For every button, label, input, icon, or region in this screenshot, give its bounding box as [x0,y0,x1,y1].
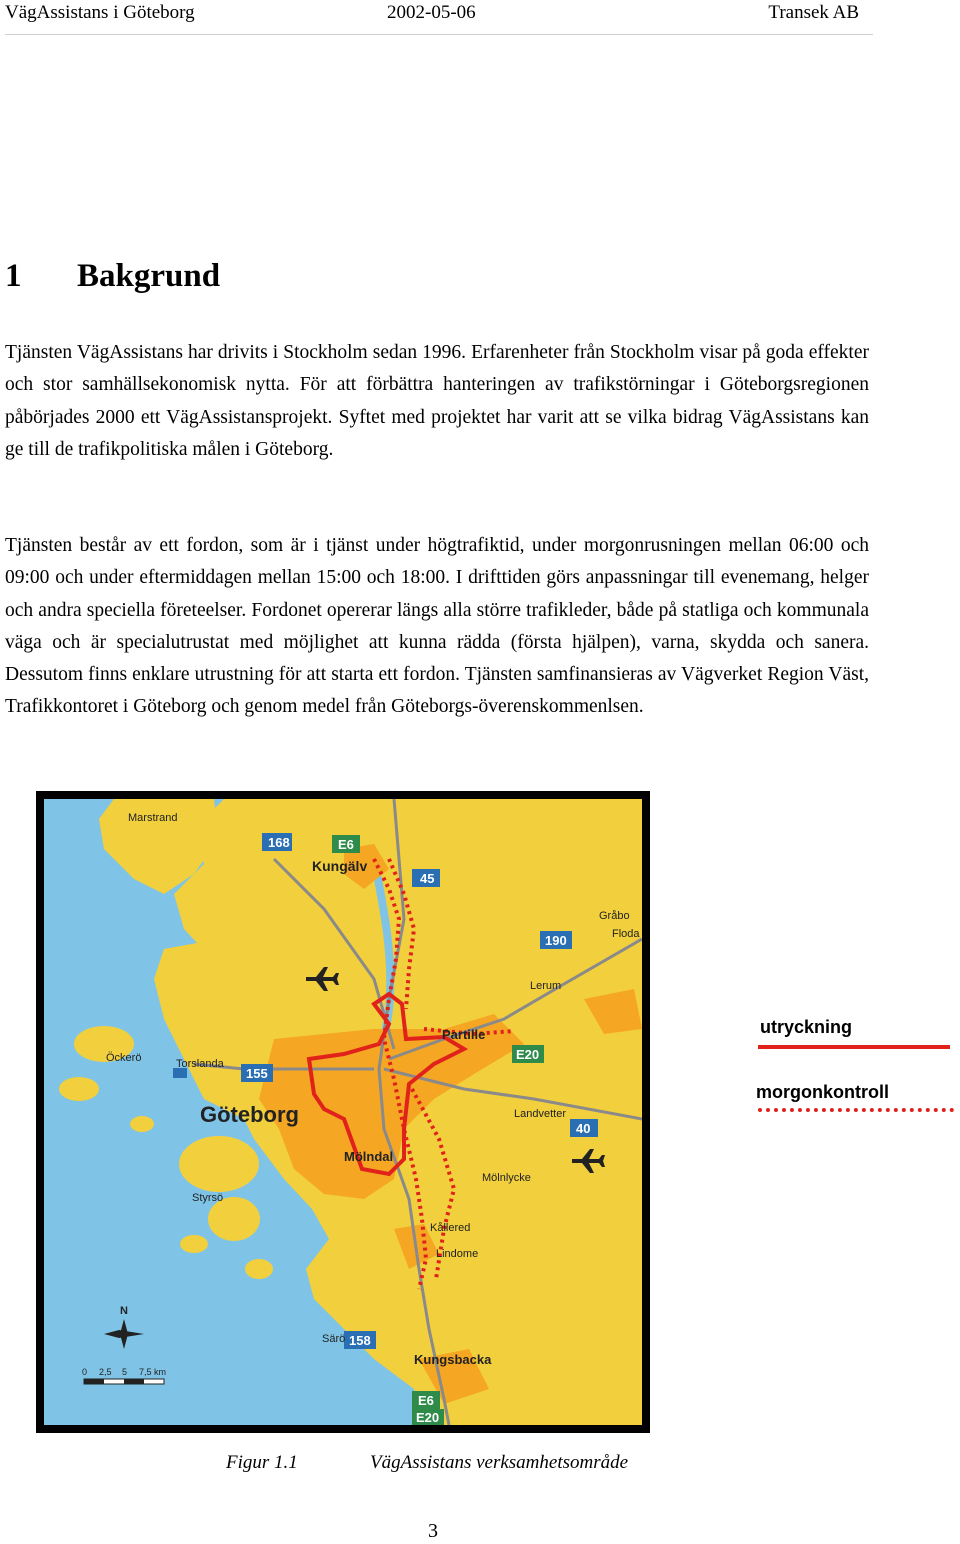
place-label: Särö [322,1333,346,1345]
figure-caption-text: VägAssistans verksamhetsområde [370,1452,629,1473]
road-shield-label: E20 [416,1410,440,1425]
island [179,1136,259,1192]
figure-caption-label: Figur 1.1 [226,1452,298,1473]
road-shield-label: 168 [268,835,290,850]
scale-label: 5 [122,1367,128,1377]
legend-morgonkontroll-label: morgonkontroll [756,1082,889,1102]
road-shield-label: E6 [418,1393,434,1408]
place-label: Kållered [430,1222,471,1234]
scale-label: 7,5 km [139,1367,167,1377]
paragraph-1: Tjänsten VägAssistans har drivits i Stockholm sedan 1996. Erfarenheter från Stockholm visar på goda effekter och stor samhällsekonomisk nytta. För att förbättra hanteringen av trafikstörningar i Göteborgsregionen påbörjades 2000 ett VägAssistansprojekt. Syftet med projektet har varit att se vilka bidrag VägAssistans kan ge till de trafikpolitiska målen i Göteborg. [5,342,869,460]
place-label: Kungälv [312,858,368,874]
place-label: Gråbo [599,910,630,922]
island [130,1116,154,1132]
place-label: Lindome [436,1248,479,1260]
compass-north-label: N [120,1305,128,1317]
island [180,1235,208,1253]
place-label: Göteborg [200,1102,299,1127]
place-label: Floda [612,928,640,940]
header-right: Transek AB [768,2,859,23]
road-shield-label: 45 [420,871,435,886]
section-number: 1 [5,258,22,294]
island [245,1259,273,1279]
section-heading [5,258,220,295]
place-label: Landvetter [514,1108,566,1120]
scale-label: 2,5 [99,1367,112,1377]
place-label: Mölndal [344,1149,394,1164]
place-label: Partille [442,1027,486,1042]
paragraph-2: Tjänsten består av ett fordon, som är i tjänst under högtrafiktid, under morgonrusningen mellan 06:00 och 09:00 och under eftermiddagen mellan 15:00 och 18:00. I drifttiden görs anpassningar till evenemang, helger och andra speciella företeelser. Fordonet opererar längs alla större trafikleder, både på statliga och kommunala väga och är specialutrustat med möjlighet att kunna rädda (första hjälpen), varna, skydda och sanera. Dessutom finns enklare utrustning för att starta ett fordon. Tjänsten samfinansieras av Vägverket Region Väst, Trafikkontoret i Göteborg och genom medel från Göteborgs-överenskommenlsen. [5,535,869,718]
map-figure [36,791,650,1433]
scale-label: 0 [82,1367,88,1377]
road-shield-label: 190 [545,933,567,948]
section-title: Bakgrund [77,258,221,294]
map-svg [44,799,642,1425]
road-shield-label: 155 [246,1066,268,1081]
road-shield-label: E6 [338,837,354,852]
place-label: Öckerö [106,1052,142,1064]
legend-utryckning-line [758,1045,950,1049]
legend-utryckning-label: utryckning [760,1017,853,1037]
page-number: 3 [428,1520,438,1542]
header-left: VägAssistans i Göteborg [5,2,195,23]
road-shield-label: 40 [576,1121,591,1136]
legend-morgonkontroll-line [758,1108,954,1112]
road-shield-label: 158 [349,1333,371,1348]
road-shield-label: E20 [516,1047,540,1062]
place-label: Marstrand [128,812,178,824]
place-label: Styrsö [192,1192,224,1204]
page-header [5,0,873,35]
place-label: Lerum [530,980,562,992]
island [59,1077,99,1101]
place-label: Torslanda [176,1058,224,1070]
header-date: 2002-05-06 [387,2,476,23]
place-label: Kungsbacka [414,1352,492,1367]
place-label: Mölnlycke [482,1172,531,1184]
